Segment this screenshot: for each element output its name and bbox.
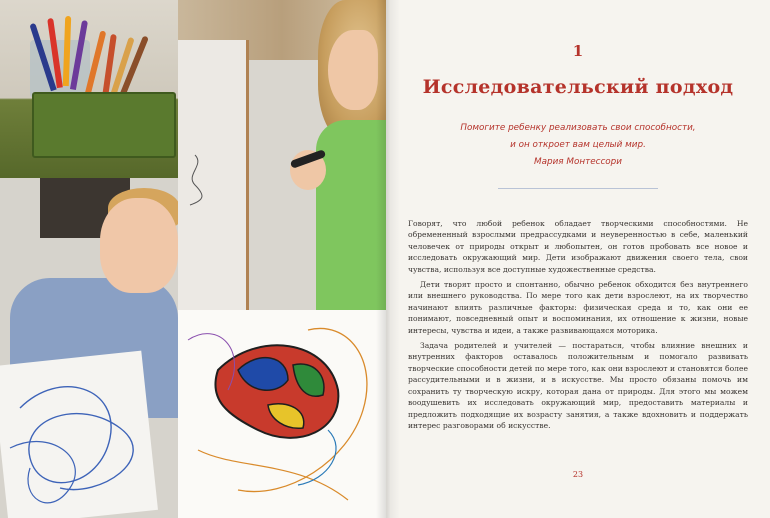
girl-face: [328, 30, 378, 110]
body-text: [408, 218, 748, 435]
epigraph-line: и он откроет вам целый мир.: [510, 140, 646, 150]
easel-swirl: [180, 150, 210, 210]
green-box: [32, 92, 176, 158]
epigraph-author: Мария Монтессори: [534, 157, 622, 167]
photo-child-drawing: [178, 310, 386, 518]
section-divider: [498, 188, 658, 189]
boy-head: [100, 198, 178, 293]
chapter-number: 1: [572, 42, 584, 60]
colorful-drawing: [178, 310, 386, 518]
blue-scribble: [0, 348, 150, 518]
body-paragraph: Дети творят просто и спонтанно, обычно ребенок обходится без внутреннего или внешнего руководства. По мере того как дети взрослеют, на их творчество начинают влиять различные факторы: физическая среда и то, как они ее понимают, повседневный опыт и воспоминания, их отношение к жизни, новые интересы, чувства и идеи, а также развивающаяся моторика.: [408, 280, 748, 335]
photo-boy-drawing: [0, 178, 178, 518]
text-page: [386, 0, 770, 518]
epigraph: [386, 120, 770, 171]
green-shirt: [316, 120, 386, 310]
chapter-title: Исследовательский подход: [422, 76, 734, 98]
body-paragraph: Говорят, что любой ребенок обладает творческими способностями. Не обремененный взрослыми предрассудками и неуверенностью в себе, маленький человечек от природы открыт и любопытен, он готов пробовать все новое и исследовать окружающий мир. Дети изображают движения своего тела, свои чувства, используя все доступные художественные средства.: [408, 219, 748, 274]
epigraph-line: Помогите ребенку реализовать свои способности,: [460, 123, 696, 133]
page-number: 23: [572, 470, 584, 479]
body-paragraph: Задача родителей и учителей — постараться, чтобы влияние внешних и внутренних факторов оставалось положительным и помогало развивать творческие способности детей по мере того, как они взрослеют и становятся более рассудительными и в жизни, и в искусстве. Мы просто обязаны помочь им сохранить ту творческую искру, которая дана от природы. Для этого мы можем воодушевить их исследовать окружающий мир, предоставить материалы и предложить подходящие их возрасту занятия, а также вдохновить и поддержать интерес разговорами об искусстве.: [408, 341, 748, 430]
photo-pencil-box: [0, 0, 178, 178]
photo-girl-at-easel: [178, 0, 386, 310]
